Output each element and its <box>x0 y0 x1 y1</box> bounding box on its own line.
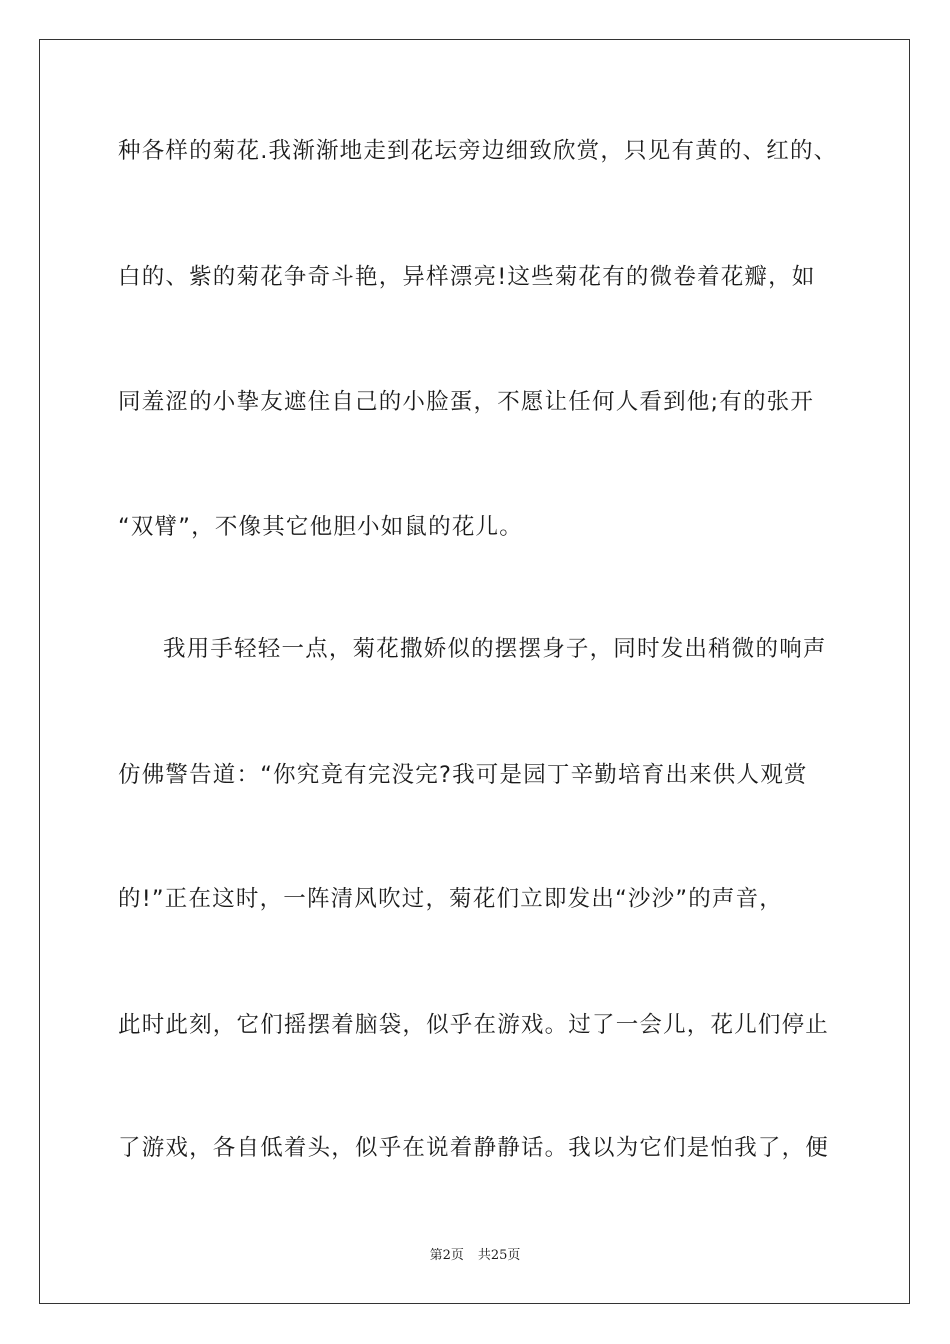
text-line-8: 此时此刻，它们摇摆着脑袋，似乎在游戏。过了一会儿，花儿们停止 <box>118 1012 830 1038</box>
text-line-9: 了游戏，各自低着头，似乎在说着静静话。我以为它们是怕我了，便 <box>118 1135 830 1161</box>
text-line-6: 仿佛警告道：“你究竟有完没完?我可是园丁辛勤培育出来供人观赏 <box>118 762 808 788</box>
page-footer <box>0 1247 950 1265</box>
text-line-3: 同羞涩的小挚友遮住自己的小脸蛋，不愿让任何人看到他;有的张开 <box>118 389 815 415</box>
total-pages: 共25页 <box>477 1248 521 1263</box>
text-line-7: 的!”正在这时，一阵清风吹过，菊花们立即发出“沙沙”的声音， <box>118 886 783 912</box>
text-line-2: 白的、紫的菊花争奇斗艳，异样漂亮!这些菊花有的微卷着花瓣，如 <box>118 264 816 290</box>
text-line-4: “双臂”，不像其它他胆小如鼠的花儿。 <box>118 514 523 540</box>
text-line-5: 我用手轻轻一点，菊花撒娇似的摆摆身子，同时发出稍微的响声 <box>163 636 827 662</box>
page-number: 第2页 <box>429 1248 464 1263</box>
text-line-1: 种各样的菊花.我渐渐地走到花坛旁边细致欣赏，只见有黄的、红的、 <box>118 138 838 164</box>
page-border <box>39 39 910 1304</box>
